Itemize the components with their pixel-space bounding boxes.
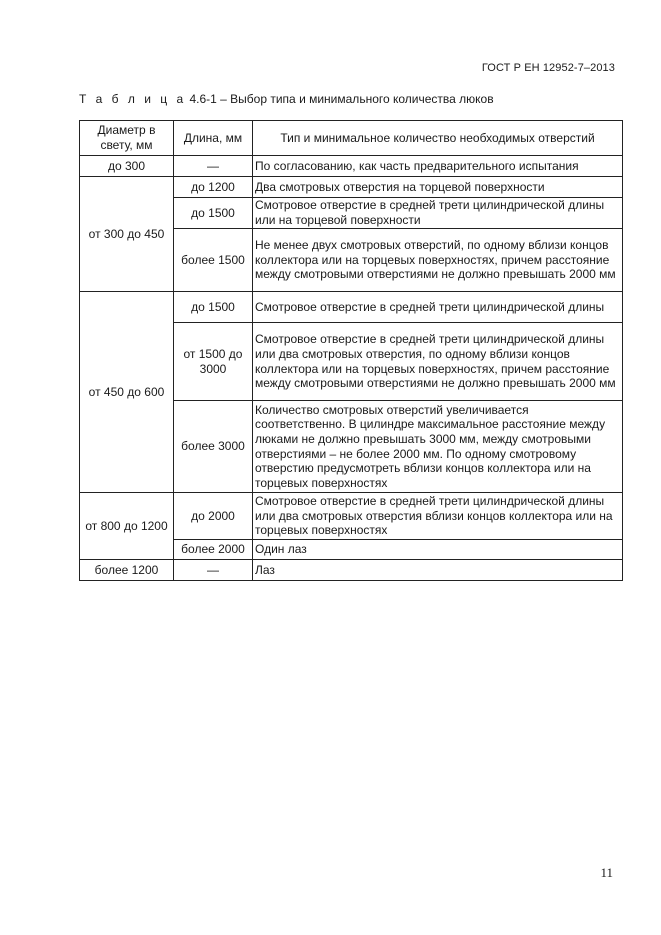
requirement-cell: Один лаз [253, 540, 623, 560]
header-length: Длина, мм [174, 121, 253, 156]
diameter-cell: более 1200 [80, 560, 174, 581]
requirement-cell: Лаз [253, 560, 623, 581]
table-header-row [80, 121, 623, 156]
requirement-cell: Смотровое отверстие в средней трети цилиндрической длины или два смотровых отверстия, по одному вблизи концов коллектора или на торцевых поверхностях, причем расстояние между смотровыми отверстиями не должно превышать 2000 мм [253, 323, 623, 401]
table-row [80, 292, 623, 323]
table-row [80, 177, 623, 198]
diameter-cell: от 450 до 600 [80, 292, 174, 493]
requirement-cell: Не менее двух смотровых отверстий, по одному вблизи концов коллектора или на торцевых поверхностях, причем расстояние между смотровыми отверстиями не должно превышать 2000 мм [253, 229, 623, 292]
requirement-cell: Два смотровых отверстия на торцевой поверхности [253, 177, 623, 198]
diameter-cell: от 800 до 1200 [80, 493, 174, 560]
requirement-cell: Количество смотровых отверстий увеличивается соответственно. В цилиндре максимальное расстояние между люками не должно превышать 3000 мм, между смотровыми отверстиями – не более 2000 мм. По одному смотровому отверстию предусмотреть вблизи концов коллектора или на торцевых поверхностях [253, 401, 623, 493]
length-cell: — [174, 156, 253, 177]
length-cell: до 2000 [174, 493, 253, 540]
length-cell: более 2000 [174, 540, 253, 560]
length-cell: более 1500 [174, 229, 253, 292]
requirement-cell: Смотровое отверстие в средней трети цилиндрической длины [253, 292, 623, 323]
table-row [80, 560, 623, 581]
hatch-selection-table [79, 120, 623, 581]
requirement-cell: Смотровое отверстие в средней трети цилиндрической длины или на торцевой поверхности [253, 198, 623, 229]
length-cell: до 1500 [174, 198, 253, 229]
page-number: 11 [600, 865, 613, 880]
document-code: ГОСТ Р ЕН 12952-7–2013 [481, 62, 615, 74]
length-cell: до 1200 [174, 177, 253, 198]
diameter-cell: от 300 до 450 [80, 177, 174, 292]
length-cell: до 1500 [174, 292, 253, 323]
requirement-cell: Смотровое отверстие в средней трети цилиндрической длины или два смотровых отверстия вблизи концов коллектора или на торцевых поверхностях [253, 493, 623, 540]
table-row [80, 156, 623, 177]
length-cell: от 1500 до 3000 [174, 323, 253, 401]
table-caption-label: Т а б л и ц а [79, 92, 187, 106]
header-type: Тип и минимальное количество необходимых отверстий [253, 121, 623, 156]
header-diameter: Диаметр в свету, мм [80, 121, 174, 156]
table-row [80, 493, 623, 540]
length-cell: более 3000 [174, 401, 253, 493]
table-caption-text: 4.6-1 – Выбор типа и минимального количества люков [189, 92, 494, 106]
requirement-cell: По согласованию, как часть предварительного испытания [253, 156, 623, 177]
length-cell: — [174, 560, 253, 581]
table-caption [79, 92, 494, 106]
diameter-cell: до 300 [80, 156, 174, 177]
